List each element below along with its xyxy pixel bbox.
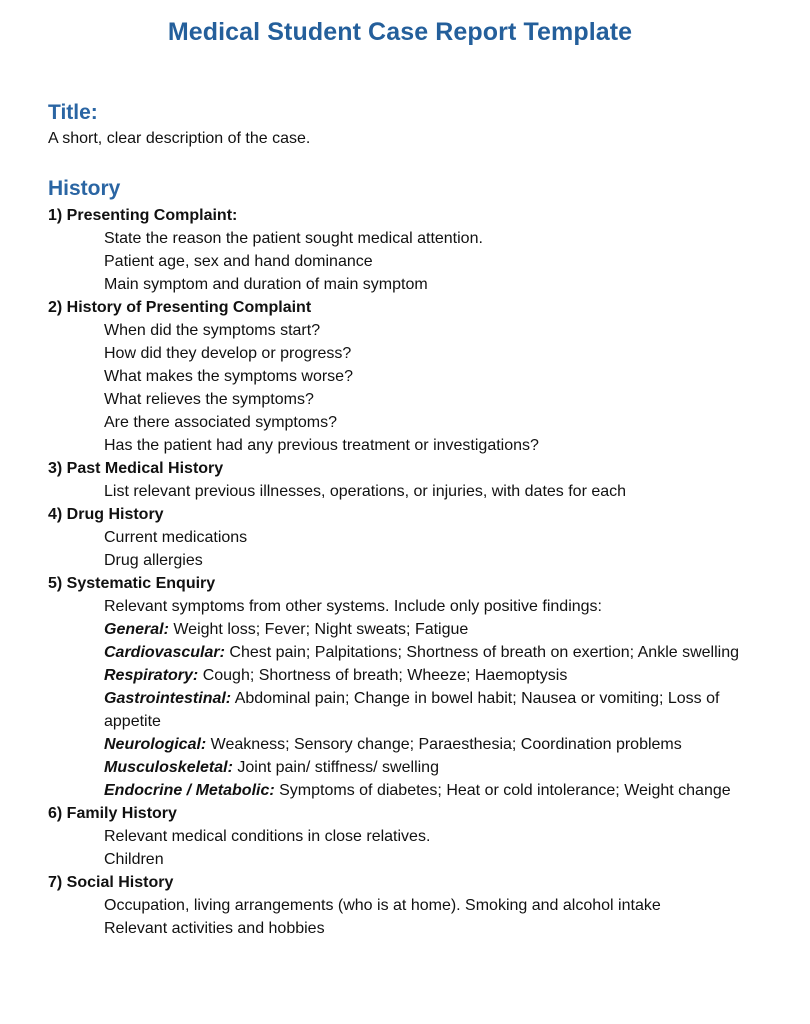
- subsection-heading: 5) Systematic Enquiry: [48, 575, 216, 592]
- system-symptoms: Abdominal pain; Change in bowel habit; Nausea or vomiting; Loss of appetite: [104, 690, 720, 730]
- list-item: What makes the symptoms worse?: [104, 368, 353, 385]
- list-item: Are there associated symptoms?: [104, 414, 337, 431]
- subsection-heading: 6) Family History: [48, 805, 177, 822]
- systematic-enquiry-section: [48, 572, 768, 802]
- list-item: Relevant activities and hobbies: [104, 920, 325, 937]
- list-item: Main symptom and duration of main symptom: [104, 276, 428, 293]
- family-history-section: [48, 802, 768, 871]
- system-symptoms: Cough; Shortness of breath; Wheeze; Haemoptysis: [198, 667, 568, 684]
- system-endocrine-metabolic: [48, 779, 768, 802]
- system-general: [48, 618, 768, 641]
- list-item: Occupation, living arrangements (who is at home). Smoking and alcohol intake: [104, 897, 661, 914]
- history-heading: History: [48, 177, 121, 200]
- list-item: Relevant medical conditions in close relatives.: [104, 828, 431, 845]
- list-item: List relevant previous illnesses, operations, or injuries, with dates for each: [104, 483, 627, 500]
- list-item: Has the patient had any previous treatment or investigations?: [104, 437, 539, 454]
- system-label: General:: [104, 621, 169, 638]
- presenting-complaint-section: [48, 204, 768, 296]
- system-cardiovascular: [48, 641, 768, 664]
- subsection-heading: 7) Social History: [48, 874, 174, 891]
- list-item: State the reason the patient sought medical attention.: [104, 230, 483, 247]
- title-section-heading: Title:: [48, 101, 98, 124]
- past-medical-history-section: [48, 457, 768, 503]
- system-symptoms: Symptoms of diabetes; Heat or cold intolerance; Weight change: [274, 782, 731, 799]
- document-title: Medical Student Case Report Template: [167, 18, 633, 46]
- subsection-heading: 1) Presenting Complaint:: [48, 207, 238, 224]
- system-label: Musculoskeletal:: [104, 759, 233, 776]
- social-history-section: [48, 871, 768, 940]
- system-gastrointestinal: [48, 687, 768, 733]
- list-item: When did the symptoms start?: [104, 322, 321, 339]
- system-label: Gastrointestinal:: [104, 690, 232, 707]
- system-symptoms: Weakness; Sensory change; Paraesthesia; Coordination problems: [206, 736, 682, 753]
- list-item: Current medications: [104, 529, 248, 546]
- list-item: Drug allergies: [104, 552, 203, 569]
- document-body: [48, 98, 768, 940]
- systematic-enquiry-intro: Relevant symptoms from other systems. Include only positive findings:: [104, 598, 602, 615]
- system-label: Endocrine / Metabolic:: [104, 782, 275, 799]
- system-respiratory: [48, 664, 768, 687]
- drug-history-section: [48, 503, 768, 572]
- history-of-presenting-complaint-section: [48, 296, 768, 457]
- list-item: Children: [104, 851, 164, 868]
- list-item: Patient age, sex and hand dominance: [104, 253, 373, 270]
- system-symptoms: Chest pain; Palpitations; Shortness of breath on exertion; Ankle swelling: [224, 644, 740, 661]
- system-musculoskeletal: [48, 756, 768, 779]
- system-symptoms: Weight loss; Fever; Night sweats; Fatigue: [168, 621, 469, 638]
- system-neurological: [48, 733, 768, 756]
- list-item: How did they develop or progress?: [104, 345, 352, 362]
- subsection-heading: 3) Past Medical History: [48, 460, 224, 477]
- subsection-heading: 4) Drug History: [48, 506, 164, 523]
- system-label: Cardiovascular:: [104, 644, 225, 661]
- subsection-heading: 2) History of Presenting Complaint: [48, 299, 312, 316]
- system-symptoms: Joint pain/ stiffness/ swelling: [232, 759, 439, 776]
- system-label: Neurological:: [104, 736, 207, 753]
- system-label: Respiratory:: [104, 667, 199, 684]
- title-section-description: A short, clear description of the case.: [48, 130, 311, 147]
- list-item: What relieves the symptoms?: [104, 391, 314, 408]
